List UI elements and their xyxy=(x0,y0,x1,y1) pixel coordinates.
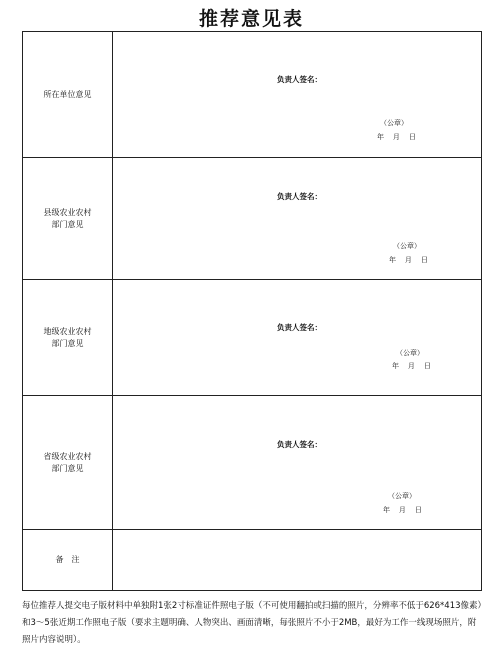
row-label-province: 省级农业农村 部门意见 xyxy=(43,451,92,473)
date-label: 年 月 日 xyxy=(392,362,431,370)
column-divider xyxy=(112,32,113,590)
row-label-prefecture: 地级农业农村 部门意见 xyxy=(43,326,92,348)
date-label: 年 月 日 xyxy=(389,256,428,264)
recommendation-table xyxy=(22,31,482,591)
row-label-remarks: 备 注 xyxy=(55,555,80,564)
signature-label: 负责人签名： xyxy=(277,75,322,84)
seal-label: （公章） xyxy=(380,119,408,127)
signature-label: 负责人签名： xyxy=(277,323,322,332)
row-label-unit: 所在单位意见 xyxy=(43,89,92,99)
footnote: 每位推荐人提交电子版材料中单独附1张2寸标准证件照电子版（不可使用翻拍或扫描的照片，分辨率不低于626*413像素）和3～5张近期工作照电子版（要求主题明确、人物突出、画面清晰，每张照片不小于2MB，最好为工作一线现场照片，附照片内容说明）。 xyxy=(22,601,482,645)
date-label: 年 月 日 xyxy=(377,133,416,141)
row-label-county: 县级农业农村 部门意见 xyxy=(43,207,92,229)
date-label: 年 月 日 xyxy=(383,506,422,514)
signature-label: 负责人签名： xyxy=(277,192,322,201)
page-title: 推荐意见表 xyxy=(198,8,304,30)
signature-label: 负责人签名： xyxy=(277,440,322,449)
seal-label: （公章） xyxy=(393,242,421,250)
seal-label: （公章） xyxy=(396,349,424,357)
seal-label: （公章） xyxy=(388,492,416,500)
